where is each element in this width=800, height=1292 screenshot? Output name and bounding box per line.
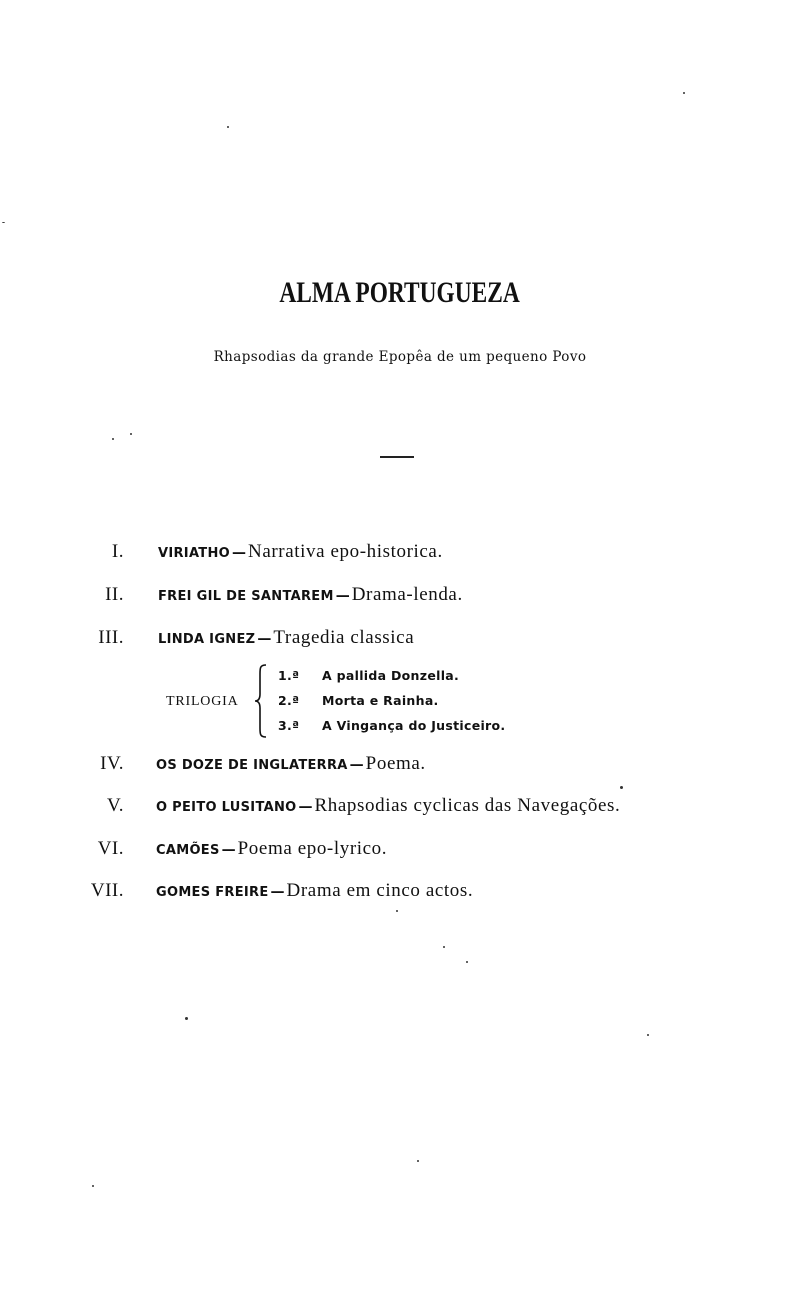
em-dash: — bbox=[335, 588, 350, 604]
em-dash: — bbox=[232, 545, 246, 561]
em-dash: — bbox=[257, 631, 272, 647]
work-title: CAMÕES bbox=[156, 843, 220, 858]
work-entry-2 bbox=[0, 584, 800, 608]
curly-brace-icon bbox=[254, 664, 268, 738]
scan-speck bbox=[443, 946, 445, 948]
page-subtitle: Rhapsodias da grande Epopêa de um pequeno Povo bbox=[213, 349, 587, 365]
scan-speck bbox=[92, 1185, 94, 1187]
trilogy-item-title: A Vingança do Justiceiro. bbox=[322, 718, 506, 733]
scan-speck bbox=[112, 438, 114, 440]
page-title: ALMA PORTUGUEZA bbox=[279, 276, 520, 309]
work-title: O PEITO LUSITANO bbox=[156, 800, 297, 815]
trilogy-label: TRILOGIA bbox=[166, 694, 239, 709]
work-genre: Poema epo-lyrico. bbox=[237, 838, 388, 859]
entry-numeral: V. bbox=[106, 795, 124, 816]
work-title: GOMES FREIRE bbox=[156, 885, 269, 900]
em-dash: — bbox=[270, 884, 285, 900]
entry-numeral: VI. bbox=[97, 838, 124, 859]
work-genre: Narrativa epo-historica. bbox=[248, 541, 443, 562]
em-dash: — bbox=[221, 842, 236, 858]
trilogy-item-number: 3.ª bbox=[278, 718, 300, 733]
trilogy-item-2 bbox=[278, 693, 439, 715]
scan-speck bbox=[620, 786, 623, 789]
work-entry-1 bbox=[0, 541, 800, 565]
work-genre: Drama-lenda. bbox=[351, 584, 463, 605]
trilogy-item-number: 2.ª bbox=[278, 693, 300, 708]
work-entry-3 bbox=[0, 627, 800, 651]
scan-speck bbox=[2, 222, 5, 223]
trilogy-item-title: A pallida Donzella. bbox=[322, 668, 460, 683]
entry-numeral: I. bbox=[111, 541, 124, 562]
work-entry-4 bbox=[0, 753, 800, 777]
entry-numeral: III. bbox=[98, 627, 124, 648]
trilogy-item-title: Morta e Rainha. bbox=[322, 693, 439, 708]
em-dash: — bbox=[298, 799, 313, 815]
scan-speck bbox=[130, 433, 132, 435]
trilogy-block bbox=[160, 664, 560, 744]
entry-numeral: IV. bbox=[100, 753, 124, 774]
trilogy-item-1 bbox=[278, 668, 459, 690]
work-title: OS DOZE DE INGLATERRA bbox=[156, 758, 348, 773]
work-entry-6 bbox=[0, 838, 800, 862]
trilogy-item-number: 1.ª bbox=[278, 668, 300, 683]
title-divider bbox=[380, 456, 414, 458]
scan-speck bbox=[185, 1017, 188, 1020]
scan-speck bbox=[417, 1160, 419, 1162]
work-genre: Poema. bbox=[365, 753, 426, 774]
em-dash: — bbox=[349, 757, 364, 773]
scan-speck bbox=[396, 910, 398, 912]
scan-speck bbox=[647, 1034, 649, 1036]
scan-speck bbox=[466, 961, 468, 963]
work-genre: Tragedia classica bbox=[273, 627, 415, 648]
work-entry-7 bbox=[0, 880, 800, 904]
work-entry-5 bbox=[0, 795, 800, 819]
work-genre: Rhapsodias cyclicas das Navegações. bbox=[314, 795, 621, 816]
scan-speck bbox=[227, 126, 229, 128]
work-title: LINDA IGNEZ bbox=[158, 632, 256, 647]
entry-numeral: VII. bbox=[90, 880, 124, 901]
work-title: VIRIATHO bbox=[158, 546, 230, 561]
scan-speck bbox=[683, 92, 685, 94]
entry-numeral: II. bbox=[105, 584, 124, 605]
work-title: FREI GIL DE SANTAREM bbox=[158, 589, 334, 604]
trilogy-item-3 bbox=[278, 718, 505, 740]
work-genre: Drama em cinco actos. bbox=[286, 880, 474, 901]
